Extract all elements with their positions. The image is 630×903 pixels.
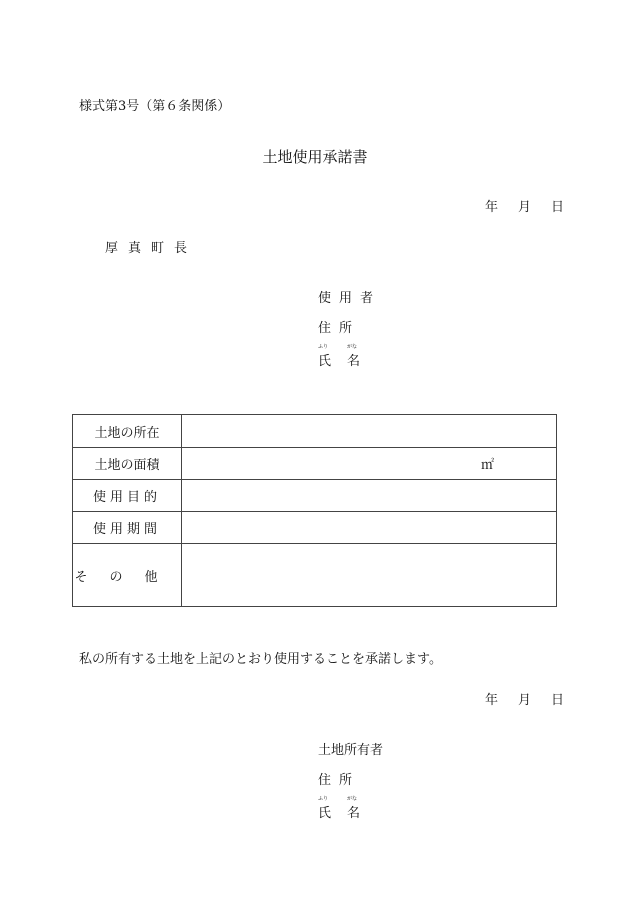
land-location-value[interactable]	[182, 415, 557, 448]
owner-address-label: 住所	[318, 773, 361, 788]
period-value[interactable]	[182, 512, 557, 544]
owner-furigana-2: がな	[347, 796, 358, 802]
land-area-label: 土地の面積	[73, 448, 182, 480]
date-bottom	[485, 689, 564, 708]
purpose-label: 使用目的	[73, 480, 182, 512]
date-year-label: 年	[485, 200, 499, 215]
land-location-label: 土地の所在	[73, 415, 182, 448]
date-year-label: 年	[485, 693, 499, 708]
owner-furigana-1: ふり	[318, 796, 329, 802]
other-label: その他	[73, 544, 182, 607]
form-number: 様式第3号（第６条関係）	[79, 99, 231, 114]
table-row	[73, 544, 557, 607]
user-name-char-1: 氏	[318, 354, 332, 369]
owner-heading: 土地所有者	[318, 743, 384, 758]
table-row	[73, 512, 557, 544]
addressee: 厚真町長	[105, 241, 198, 256]
table-row	[73, 448, 557, 480]
date-day-label: 日	[551, 200, 565, 215]
date-month-label: 月	[518, 693, 532, 708]
date-month-label: 月	[518, 200, 532, 215]
other-value[interactable]	[182, 544, 557, 607]
date-top	[485, 196, 564, 215]
period-label: 使用期間	[73, 512, 182, 544]
user-furigana-1: ふり	[318, 344, 329, 350]
purpose-value[interactable]	[182, 480, 557, 512]
consent-statement: 私の所有する土地を上記のとおり使用することを承諾します。	[79, 652, 442, 667]
land-info-table	[72, 414, 557, 607]
owner-name-label	[318, 796, 361, 821]
area-unit: ㎡	[480, 458, 494, 473]
user-heading: 使用者	[318, 291, 382, 306]
table-row	[73, 415, 557, 448]
user-address-label: 住所	[318, 321, 361, 336]
land-area-value[interactable]	[182, 448, 557, 480]
owner-name-char-1: 氏	[318, 806, 332, 821]
date-day-label: 日	[551, 693, 565, 708]
user-name-label	[318, 344, 361, 369]
user-furigana-2: がな	[347, 344, 358, 350]
owner-name-char-2: 名	[347, 806, 361, 821]
user-name-char-2: 名	[347, 354, 361, 369]
table-row	[73, 480, 557, 512]
document-title: 土地使用承諾書	[262, 148, 368, 166]
